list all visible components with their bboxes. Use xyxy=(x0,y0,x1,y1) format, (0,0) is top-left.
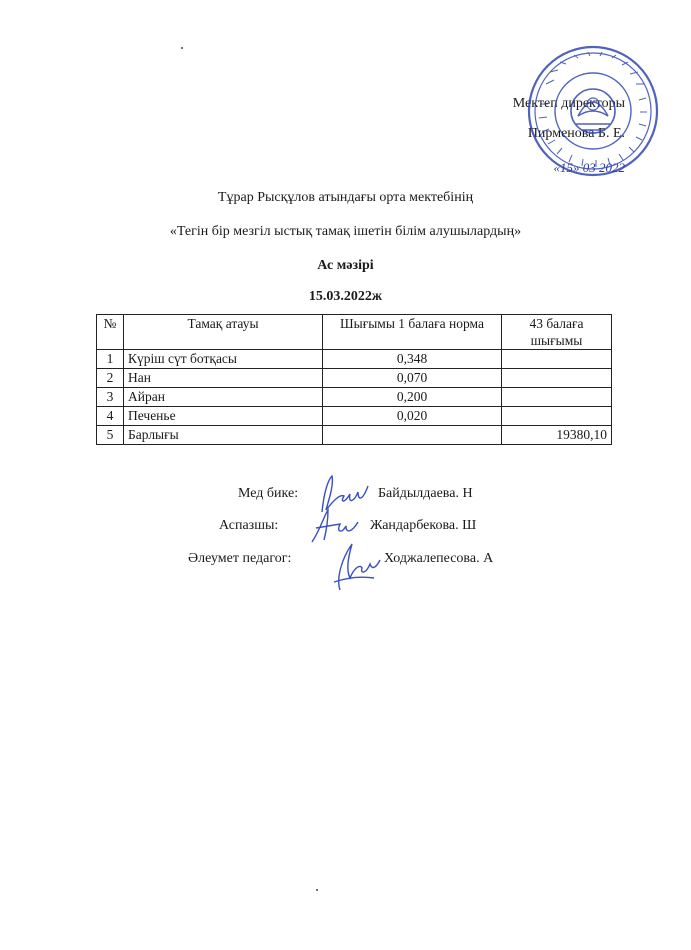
cell-total xyxy=(502,350,612,369)
signature-role: Әлеумет педагог: xyxy=(188,551,292,566)
cell-food-name: Барлығы xyxy=(124,426,323,445)
signature-role: Мед бике: xyxy=(238,486,299,501)
cell-food-name: Печенье xyxy=(124,407,323,426)
cell-food-name: Айран xyxy=(124,388,323,407)
menu-date: 15.03.2022ж xyxy=(308,289,383,304)
cell-food-name: Нан xyxy=(124,369,323,388)
approval-director: Мектеп директоры xyxy=(512,96,625,111)
col-header-num: № xyxy=(97,315,124,350)
approval-name: Пирменова Б. Е. xyxy=(527,126,625,141)
table-row xyxy=(97,426,612,445)
table-header-row xyxy=(97,315,612,350)
table-row xyxy=(97,369,612,388)
cell-num: 5 xyxy=(97,426,124,445)
handwritten-signature xyxy=(326,538,384,594)
table-row xyxy=(97,350,612,369)
cell-num: 4 xyxy=(97,407,124,426)
col-header-total: 43 балаға шығымы xyxy=(502,315,612,350)
signature-name: Байдылдаева. Н xyxy=(378,486,473,501)
cell-num: 1 xyxy=(97,350,124,369)
school-name: Тұрар Рысқұлов атындағы орта мектебінің xyxy=(217,190,474,205)
cell-total xyxy=(502,388,612,407)
cell-norm: 0,070 xyxy=(323,369,502,388)
cell-total: 19380,10 xyxy=(502,426,612,445)
cell-num: 3 xyxy=(97,388,124,407)
cell-norm xyxy=(323,426,502,445)
signature-name: Ходжалепесова. А xyxy=(384,551,494,566)
cell-norm: 0,200 xyxy=(323,388,502,407)
menu-title: Ас мәзірі xyxy=(317,258,374,273)
approval-date: «15» 03 2022 xyxy=(553,160,625,175)
cell-num: 2 xyxy=(97,369,124,388)
menu-table xyxy=(96,314,612,445)
cell-food-name: Күріш сүт ботқасы xyxy=(124,350,323,369)
table-row xyxy=(97,407,612,426)
program-title: «Тегін бір мезгіл ыстық тамақ ішетін білім алушылардың» xyxy=(169,224,522,239)
signature-role: Аспазшы: xyxy=(219,518,279,533)
cell-norm: 0,020 xyxy=(323,407,502,426)
cell-norm: 0,348 xyxy=(323,350,502,369)
school-seal-stamp xyxy=(526,44,660,178)
scan-dot xyxy=(316,889,318,891)
signature-name: Жандарбекова. Ш xyxy=(370,518,477,533)
col-header-norm: Шығымы 1 балаға норма xyxy=(323,315,502,350)
cell-total xyxy=(502,407,612,426)
scan-dot xyxy=(181,47,183,49)
cell-total xyxy=(502,369,612,388)
col-header-name: Тамақ атауы xyxy=(124,315,323,350)
table-row xyxy=(97,388,612,407)
